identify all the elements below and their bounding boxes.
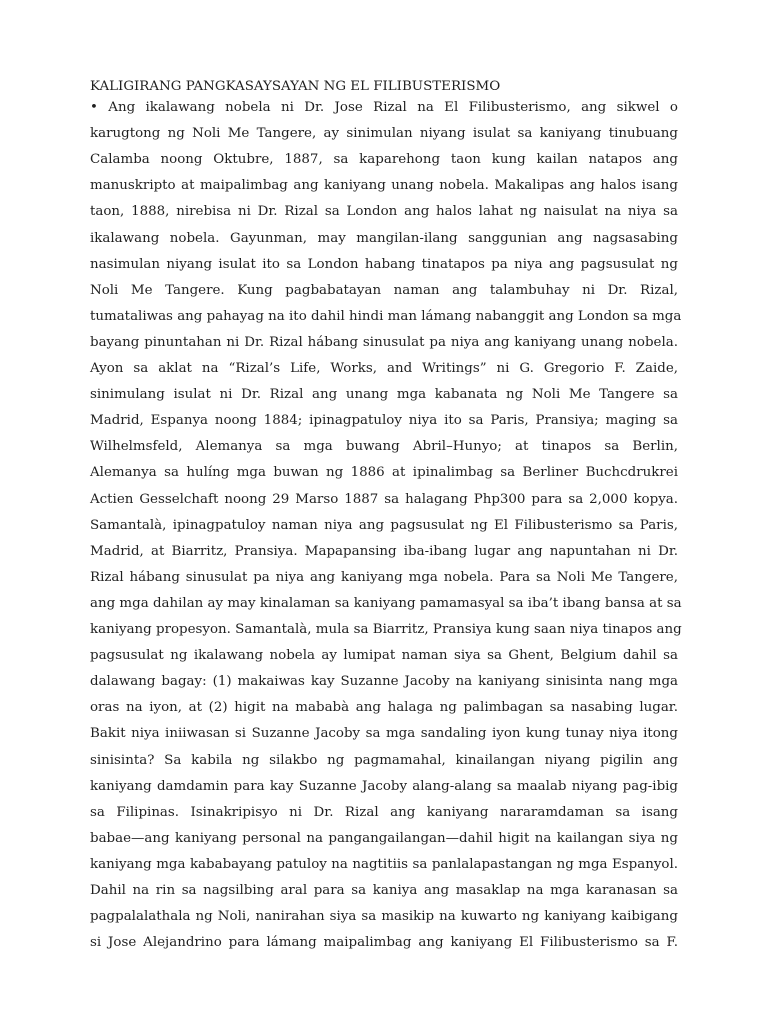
- text-line: sinisinta? Sa kabila ng silakbo ng pagmamahal, kinailangan niyang pigilin ang: [90, 752, 678, 768]
- text-line: Rizal hábang sinusulat pa niya ang kaniyang mga nobela. Para sa Noli Me Tangere,: [90, 569, 678, 585]
- text-line: oras na iyon, at (2) higit na mababà ang halaga ng palimbagan sa nasabing lugar.: [90, 700, 678, 716]
- text-line: taon, 1888, nirebisa ni Dr. Rizal sa London ang halos lahat ng naisulat na niya sa: [90, 204, 678, 220]
- text-line: Wilhelmsfeld, Alemanya sa mga buwang Abril–Hunyo; at tinapos sa Berlin,: [90, 439, 678, 455]
- text-line: Noli Me Tangere. Kung pagbabatayan naman ang talambuhay ni Dr. Rizal,: [90, 282, 678, 298]
- text-line: Madrid, at Biarritz, Pransiya. Mapapansing iba-ibang lugar ang napuntahan ni Dr.: [90, 543, 678, 559]
- text-line: ikalawang nobela. Gayunman, may mangilan-ilang sanggunian ang nagsasabing: [90, 230, 678, 246]
- text-line: tumataliwas ang pahayag na ito dahil hindi man lámang nabanggit ang London sa mga: [90, 308, 682, 324]
- text-line: Actien Gesselchaft noong 29 Marso 1887 sa halagang Php300 para sa 2,000 kopya.: [90, 491, 678, 507]
- text-line: Calamba noong Oktubre, 1887, sa kaparehong taon kung kailan natapos ang: [90, 152, 678, 168]
- text-line: pagsusulat ng ikalawang nobela ay lumipat naman siya sa Ghent, Belgium dahil sa: [90, 648, 678, 664]
- text-line: Alemanya sa hulíng mga buwan ng 1886 at ipinalimbag sa Berliner Buchcdrukrei: [90, 465, 678, 481]
- text-line: karugtong ng Noli Me Tangere, ay sinimulan niyang isulat sa kaniyang tinubuang: [90, 126, 678, 142]
- text-line: • Ang ikalawang nobela ni Dr. Jose Rizal na El Filibusterismo, ang sikwel o: [90, 100, 678, 115]
- text-line: bayang pinuntahan ni Dr. Rizal hábang sinusulat pa niya ang kaniyang unang nobela.: [90, 334, 678, 350]
- text-line: Bakit niya iniiwasan si Suzanne Jacoby sa mga sandaling iyon kung tunay niya itong: [90, 726, 678, 742]
- text-line: kaniyang mga kababayang patuloy na nagtitiis sa panlalapastangan ng mga Espanyol.: [90, 856, 678, 872]
- text-line: pagpalalathala ng Noli, nanirahan siya sa masikip na kuwarto ng kaniyang kaibigang: [90, 909, 678, 925]
- text-line: manuskripto at maipalimbag ang kaniyang unang nobela. Makalipas ang halos isang: [90, 178, 678, 194]
- text-line: sinimulang isulat ni Dr. Rizal ang unang mga kabanata ng Noli Me Tangere sa: [90, 387, 678, 403]
- text-line: sa Filipinas. Isinakripisyo ni Dr. Rizal ang kaniyang nararamdaman sa isang: [90, 804, 678, 820]
- text-line: babae—ang kaniyang personal na pangangailangan—dahil higit na kailangan siya ng: [90, 830, 678, 846]
- text-line: kaniyang damdamin para kay Suzanne Jacoby alang-alang sa maalab niyang pag-ibig: [90, 778, 678, 794]
- text-line: si Jose Alejandrino para lámang maipalimbag ang kaniyang El Filibusterismo sa F.: [90, 935, 678, 951]
- text-line: Dahil na rin sa nagsilbing aral para sa kaniya ang masaklap na mga karanasan sa: [90, 883, 678, 898]
- text-line: Samantalà, ipinagpatuloy naman niya ang pagsusulat ng El Filibusterismo sa Paris,: [90, 517, 678, 533]
- text-line: dalawang bagay: (1) makaiwas kay Suzanne Jacoby na kaniyang sinisinta nang mga: [90, 674, 678, 690]
- text-line: nasimulan niyang isulat ito sa London habang tinatapos pa niya ang pagsusulat ng: [90, 256, 678, 272]
- document-title: KALIGIRANG PANGKASAYSAYAN NG EL FILIBUSTERISMO: [90, 79, 501, 94]
- text-line: ang mga dahilan ay may kinalaman sa kaniyang pamamasyal sa iba’t ibang bansa at sa: [90, 595, 682, 611]
- text-line: Madrid, Espanya noong 1884; ipinagpatuloy niya ito sa Paris, Pransiya; maging sa: [90, 413, 678, 429]
- text-line: Ayon sa aklat na “Rizal’s Life, Works, and Writings” ni G. Gregorio F. Zaide,: [90, 361, 678, 376]
- text-line: kaniyang propesyon. Samantalà, mula sa Biarritz, Pransiya kung saan niya tinapos ang: [90, 622, 682, 637]
